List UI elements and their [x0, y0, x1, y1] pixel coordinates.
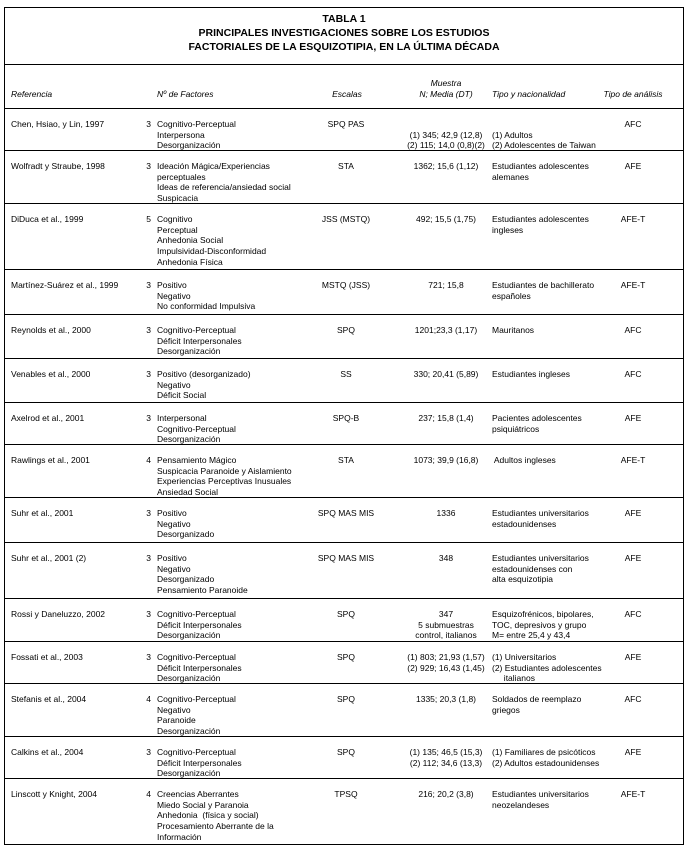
cell-factores-line: Información — [157, 831, 202, 842]
cell-analisis: AFE — [624, 161, 642, 171]
table-row — [5, 109, 683, 151]
cell-tipo-line: neozelandeses — [492, 799, 550, 810]
cell-muestra-line: control, italianos — [415, 630, 477, 641]
cell-factores-line: Desorganización — [157, 140, 221, 151]
cell-factores-line: Creencias Aberrantes — [157, 789, 239, 799]
cell-factores — [157, 214, 266, 268]
cell-factores — [157, 280, 255, 312]
cell-factores-line: Negativo — [157, 379, 191, 390]
cell-tipo-line: estadounidenses — [492, 518, 557, 529]
cell-factores-line: Desorganización — [157, 768, 221, 779]
cell-tipo-line: Estudiantes adolescentes — [492, 214, 589, 224]
cell-referencia: DiDuca et al., 1999 — [11, 214, 84, 224]
cell-muestra-line: (2) 115; 14,0 (0,8)(2) — [407, 140, 485, 151]
cell-referencia: Suhr et al., 2001 — [11, 508, 74, 518]
cell-factores — [157, 508, 214, 540]
cell-factores-line: Interpersonal — [157, 413, 207, 423]
cell-escala: SPQ MAS MIS — [317, 553, 375, 563]
cell-muestra-line: 1201;23,3 (1,17) — [414, 325, 478, 335]
cell-factores — [157, 609, 242, 641]
cell-muestra-line: 1335; 20,3 (1,8) — [415, 694, 476, 704]
cell-factores-line: Cognitivo-Perceptual — [157, 694, 236, 704]
cell-tipo — [492, 789, 589, 810]
cell-tipo-line: (1) Adultos — [492, 129, 533, 140]
table-row — [5, 498, 683, 543]
table-title-line: PRINCIPALES INVESTIGACIONES SOBRE LOS ESTUDIOS — [198, 27, 490, 39]
cell-factores-line: Cognitivo-Perceptual — [157, 747, 236, 757]
cell-tipo — [492, 652, 602, 684]
cell-factores-line: Positivo — [157, 280, 187, 290]
cell-factores-line: Positivo (desorganizado) — [157, 369, 251, 379]
cell-factores-line: Experiencias Perceptivas Inusuales — [157, 476, 292, 487]
cell-muestra-line: 5 submuestras — [418, 619, 474, 630]
cell-analisis: AFE — [624, 652, 642, 662]
cell-tipo-line: Esquizofrénicos, bipolares, — [492, 609, 594, 619]
cell-escala: SPQ PAS — [327, 119, 365, 129]
cell-analisis: AFE — [624, 553, 642, 563]
cell-tipo — [492, 609, 594, 641]
cell-escala: STA — [338, 455, 354, 465]
cell-factores — [157, 161, 291, 204]
cell-factores-line: Ideación Mágica/Experiencias — [157, 161, 270, 171]
cell-num-factores: 5 — [146, 214, 151, 224]
table-row — [5, 315, 683, 359]
cell-factores-line: Desorganizado — [157, 529, 215, 540]
cell-factores-line: Cognitivo-Perceptual — [157, 119, 236, 129]
header-referencia: Referencia — [11, 89, 53, 99]
cell-factores-line: Déficit Interpersonales — [157, 757, 242, 768]
cell-tipo-line: Pacientes adolescentes — [492, 413, 582, 423]
table-frame — [4, 7, 684, 845]
cell-factores-line: Desorganización — [157, 630, 221, 641]
cell-analisis: AFE-T — [620, 214, 646, 224]
cell-analisis: AFE-T — [620, 789, 646, 799]
cell-tipo — [492, 413, 582, 434]
cell-factores-line: Anhedonia Física — [157, 256, 223, 267]
cell-tipo-line: Estudiantes de bachillerato — [492, 280, 595, 290]
cell-factores-line: Negativo — [157, 563, 191, 574]
cell-muestra-line: 237; 15,8 (1,4) — [418, 413, 474, 423]
cell-factores-line: Paranoide — [157, 715, 196, 726]
header-escalas: Escalas — [332, 89, 362, 99]
cell-factores-line: Déficit Interpersonales — [157, 335, 242, 346]
table-title — [5, 8, 683, 65]
cell-factores — [157, 119, 236, 151]
cell-tipo-line: Estudiantes adolescentes — [492, 161, 589, 171]
cell-muestra-line: (1) 135; 46,5 (15,3) — [409, 747, 483, 757]
cell-factores-line: Desorganizado — [157, 574, 215, 585]
cell-factores — [157, 747, 242, 779]
table-row — [5, 270, 683, 315]
cell-tipo — [492, 455, 556, 466]
cell-tipo-line: Soldados de reemplazo — [492, 694, 582, 704]
cell-referencia: Wolfradt y Straube, 1998 — [11, 161, 105, 171]
cell-factores-line: Cognitivo-Perceptual — [157, 325, 236, 335]
cell-num-factores: 3 — [146, 119, 151, 129]
cell-escala: SPQ — [337, 694, 355, 704]
cell-tipo-line: Estudiantes ingleses — [492, 369, 570, 379]
cell-muestra-line: (1) 803; 21,93 (1,57) — [407, 652, 485, 662]
cell-factores-line: Déficit Interpersonales — [157, 619, 242, 630]
cell-num-factores: 4 — [146, 455, 151, 465]
cell-factores-line: No conformidad Impulsiva — [157, 301, 256, 312]
header-muestra: Muestra — [430, 78, 462, 88]
cell-escala: SPQ — [337, 652, 355, 662]
cell-factores-line: Miedo Social y Paranoia — [157, 799, 249, 810]
cell-factores-line: Interpersona — [157, 129, 205, 140]
cell-tipo — [492, 119, 596, 151]
cell-referencia: Calkins et al., 2004 — [11, 747, 84, 757]
cell-factores-line: Ansiedad Social — [157, 487, 218, 498]
cell-tipo-line: psiquiátricos — [492, 423, 540, 434]
cell-tipo-line: españoles — [492, 290, 531, 301]
cell-analisis: AFC — [624, 694, 642, 704]
cell-num-factores: 3 — [146, 413, 151, 423]
cell-tipo — [492, 747, 599, 768]
cell-tipo-line: Estudiantes universitarios — [492, 508, 589, 518]
cell-referencia: Chen, Hsiao, y Lin, 1997 — [11, 119, 105, 129]
cell-muestra-line: 492; 15,5 (1,75) — [415, 214, 476, 224]
cell-tipo-line: griegos — [492, 704, 520, 715]
table-row — [5, 445, 683, 498]
cell-tipo-line: alta esquizotipia — [492, 574, 553, 585]
cell-tipo-line: (2) Adultos estadounidenses — [492, 757, 600, 768]
cell-tipo-line: Adultos ingleses — [492, 455, 556, 465]
cell-analisis: AFE-T — [620, 455, 646, 465]
cell-escala: SS — [340, 369, 352, 379]
cell-factores — [157, 789, 274, 843]
cell-factores-line: Cognitivo — [157, 214, 193, 224]
cell-analisis: AFC — [624, 119, 642, 129]
cell-factores-line: Positivo — [157, 508, 187, 518]
cell-escala: SPQ MAS MIS — [317, 508, 375, 518]
cell-analisis: AFC — [624, 325, 642, 335]
cell-factores — [157, 369, 251, 401]
cell-num-factores: 3 — [146, 508, 151, 518]
cell-tipo-line — [492, 119, 596, 130]
cell-num-factores: 3 — [146, 553, 151, 563]
cell-tipo-line: (2) Estudiantes adolescentes — [492, 662, 602, 673]
cell-factores-line: Ideas de referencia/ansiedad social — [157, 182, 291, 193]
cell-tipo — [492, 214, 589, 235]
table-title-line: FACTORIALES DE LA ESQUIZOTIPIA, EN LA ÚLTIMA DÉCADA — [188, 41, 500, 53]
header-analisis: Tipo de análisis — [603, 89, 663, 99]
cell-analisis: AFE — [624, 747, 642, 757]
table-row — [5, 204, 683, 270]
cell-referencia: Fossati et al., 2003 — [11, 652, 83, 662]
cell-analisis: AFC — [624, 609, 642, 619]
cell-referencia: Linscott y Knight, 2004 — [11, 789, 98, 799]
cell-num-factores: 3 — [146, 325, 151, 335]
cell-tipo-line: italianos — [492, 673, 535, 684]
cell-muestra-line: 348 — [438, 553, 454, 563]
cell-muestra-line: (1) 345; 42,9 (12,8) — [409, 129, 483, 140]
cell-escala: MSTQ (JSS) — [321, 280, 371, 290]
cell-tipo-line: Estudiantes universitarios — [492, 789, 589, 799]
table-header-row — [5, 65, 683, 109]
cell-factores-line: perceptuales — [157, 171, 206, 182]
cell-tipo-line: Mauritanos — [492, 325, 535, 335]
cell-tipo — [492, 369, 570, 380]
cell-analisis: AFE — [624, 508, 642, 518]
cell-tipo-line: (1) Universitarios — [492, 652, 557, 662]
cell-num-factores: 3 — [146, 369, 151, 379]
table-row — [5, 359, 683, 403]
cell-factores — [157, 553, 248, 596]
cell-muestra-line: 1362; 15,6 (1,12) — [413, 161, 479, 171]
cell-factores — [157, 325, 242, 357]
cell-factores-line: Cognitivo-Perceptual — [157, 423, 236, 434]
cell-referencia: Suhr et al., 2001 (2) — [11, 553, 87, 563]
cell-referencia: Rossi y Daneluzzo, 2002 — [11, 609, 106, 619]
table-row — [5, 543, 683, 599]
cell-factores-line: Procesamiento Aberrante de la — [157, 821, 274, 832]
cell-factores-line: Déficit Social — [157, 390, 207, 401]
cell-factores-line: Desorganización — [157, 346, 221, 357]
cell-analisis: AFE-T — [620, 280, 646, 290]
cell-muestra-line: (2) 929; 16,43 (1,45) — [407, 662, 485, 673]
cell-analisis: AFC — [624, 369, 642, 379]
cell-factores-line: Negativo — [157, 704, 191, 715]
cell-tipo-line: (2) Adolescentes de Taiwan — [492, 140, 596, 151]
cell-escala: SPQ — [337, 325, 355, 335]
cell-factores-line: Déficit Interpersonales — [157, 662, 242, 673]
cell-factores-line: Perceptual — [157, 224, 198, 235]
cell-factores-line: Negativo — [157, 518, 191, 529]
cell-factores — [157, 652, 242, 684]
table-row — [5, 403, 683, 445]
cell-analisis: AFE — [624, 413, 642, 423]
cell-muestra-line: 347 — [438, 609, 454, 619]
cell-factores — [157, 413, 236, 445]
table-title-line: TABLA 1 — [322, 13, 366, 25]
cell-factores-line: Suspicacia — [157, 193, 199, 204]
cell-referencia: Reynolds et al., 2000 — [11, 325, 91, 335]
cell-factores-line: Cognitivo-Perceptual — [157, 652, 236, 662]
cell-num-factores: 3 — [146, 609, 151, 619]
cell-num-factores: 3 — [146, 280, 151, 290]
cell-tipo-line: M= entre 25,4 y 43,4 — [492, 630, 571, 641]
cell-factores-line: Impulsividad-Disconformidad — [157, 246, 267, 257]
cell-tipo — [492, 694, 581, 715]
cell-referencia: Martínez-Suárez et al., 1999 — [11, 280, 119, 290]
table-row — [5, 779, 683, 844]
cell-tipo — [492, 553, 589, 585]
cell-escala: STA — [338, 161, 354, 171]
cell-factores-line: Cognitivo-Perceptual — [157, 609, 236, 619]
cell-escala: SPQ-B — [332, 413, 360, 423]
table-row — [5, 737, 683, 779]
cell-muestra-line: 721; 15,8 — [428, 280, 464, 290]
cell-tipo-line: estadounidenses con — [492, 563, 573, 574]
cell-factores — [157, 455, 292, 498]
header-muestra-detail: N; Media (DT) — [419, 89, 473, 99]
cell-tipo-line: alemanes — [492, 171, 529, 182]
cell-factores-line: Desorganización — [157, 673, 221, 684]
cell-num-factores: 4 — [146, 694, 151, 704]
cell-factores-line: Anhedonia Social — [157, 235, 224, 246]
cell-factores-line: Positivo — [157, 553, 187, 563]
cell-muestra-line: 330; 20,41 (5,89) — [413, 369, 479, 379]
cell-tipo — [492, 161, 589, 182]
cell-referencia: Venables et al., 2000 — [11, 369, 91, 379]
cell-tipo — [492, 280, 594, 301]
cell-tipo — [492, 508, 589, 529]
cell-tipo-line: (1) Familiares de psicóticos — [492, 747, 596, 757]
cell-tipo-line: TOC, depresivos y grupo — [492, 619, 587, 630]
header-tipo: Tipo y nacionalidad — [492, 89, 566, 99]
header-factores: Nº de Factores — [157, 89, 214, 99]
cell-tipo-line: Estudiantes universitarios — [492, 553, 589, 563]
table-row — [5, 642, 683, 684]
cell-referencia: Stefanis et al., 2004 — [11, 694, 87, 704]
cell-num-factores: 3 — [146, 161, 151, 171]
cell-factores-line: Desorganización — [157, 434, 221, 445]
cell-factores-line: Pensamiento Paranoide — [157, 585, 248, 596]
cell-factores-line: Suspicacia Paranoide y Aislamiento — [157, 465, 292, 476]
cell-factores-line: Desorganización — [157, 726, 221, 737]
table-row — [5, 684, 683, 737]
cell-factores — [157, 694, 236, 737]
cell-muestra-line: 1073; 39,9 (16,8) — [413, 455, 479, 465]
cell-muestra-line: 216; 20,2 (3,8) — [418, 789, 474, 799]
cell-escala: SPQ — [337, 609, 355, 619]
cell-factores-line: Negativo — [157, 290, 191, 301]
cell-factores-line: Pensamiento Mágico — [157, 455, 237, 465]
cell-escala: JSS (MSTQ) — [321, 214, 371, 224]
cell-tipo-line: ingleses — [492, 224, 524, 235]
table-row — [5, 151, 683, 204]
cell-num-factores: 3 — [146, 747, 151, 757]
cell-referencia: Rawlings et al., 2001 — [11, 455, 90, 465]
cell-escala: TPSQ — [334, 789, 358, 799]
cell-factores-line: Anhedonia (física y social) — [157, 810, 259, 821]
table-row — [5, 599, 683, 642]
cell-num-factores: 3 — [146, 652, 151, 662]
cell-muestra-line: (2) 112; 34,6 (13,3) — [409, 757, 483, 768]
cell-referencia: Axelrod et al., 2001 — [11, 413, 85, 423]
cell-num-factores: 4 — [146, 789, 151, 799]
cell-escala: SPQ — [337, 747, 355, 757]
cell-tipo — [492, 325, 534, 336]
cell-muestra-line: 1336 — [436, 508, 456, 518]
